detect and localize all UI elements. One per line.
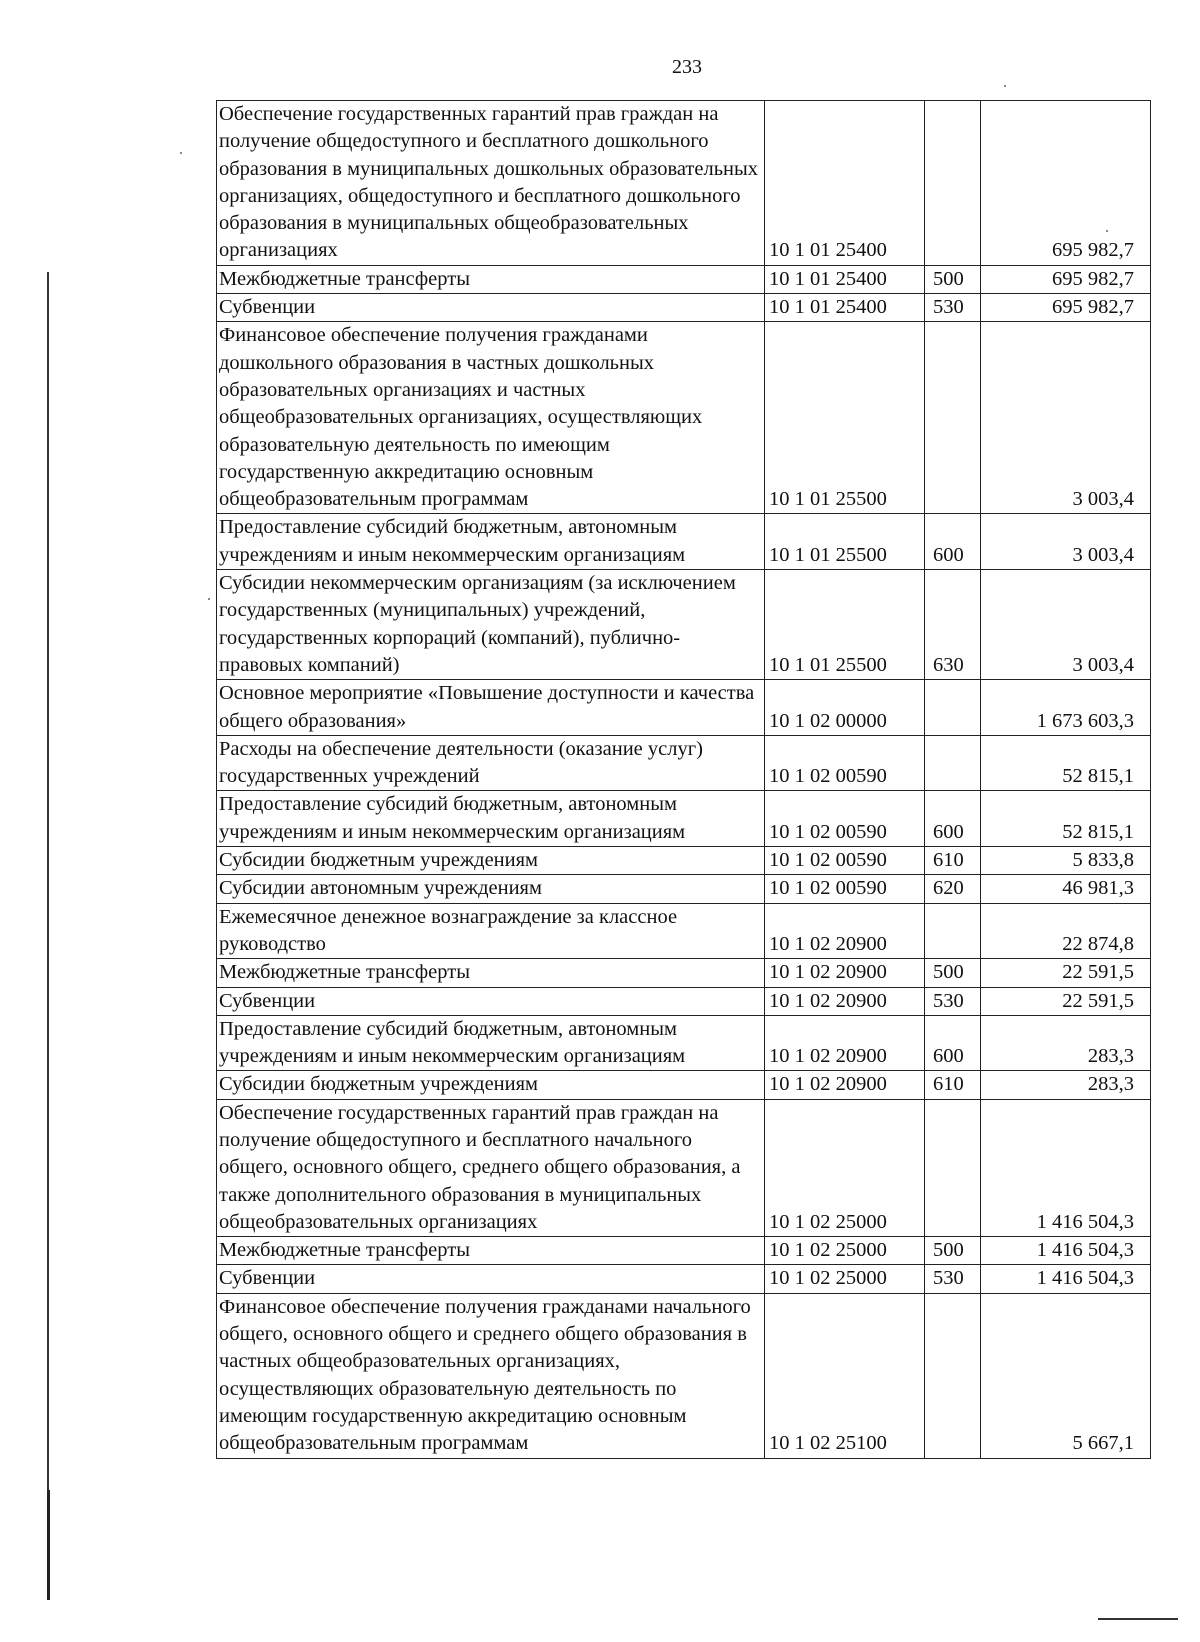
scan-margin-line-lower: [47, 1490, 50, 1600]
row-amount: 3 003,4: [981, 322, 1151, 514]
row-amount: 695 982,7: [981, 265, 1151, 293]
row-expense-type: 500: [925, 959, 981, 987]
row-amount: 283,3: [981, 1071, 1151, 1099]
row-expense-type: 600: [925, 791, 981, 847]
row-amount: 22 591,5: [981, 987, 1151, 1015]
scan-speck: [208, 598, 210, 600]
row-expense-type: 610: [925, 847, 981, 875]
row-expense-type: [925, 735, 981, 791]
row-name: Финансовое обеспечение получения гражданами дошкольного образования в частных дошкольных образовательных организациях и частных общеобразовательных организациях, осуществляющих образовательную деятельность по имеющим государственную аккредитацию основным общеобразовательным программам: [217, 322, 765, 514]
row-name: Субсидии автономным учреждениям: [217, 875, 765, 903]
row-name: Финансовое обеспечение получения гражданами начального общего, основного общего и среднего общего образования в частных общеобразовательных организациях, осуществляющих образовательную деятельность по имеющим государственную аккредитацию основным общеобразовательным программам: [217, 1293, 765, 1458]
row-code: 10 1 02 25100: [765, 1293, 925, 1458]
row-name: Основное мероприятие «Повышение доступности и качества общего образования»: [217, 680, 765, 736]
budget-table: [216, 100, 1151, 1459]
row-amount: 22 874,8: [981, 903, 1151, 959]
row-code: 10 1 02 00590: [765, 847, 925, 875]
table-row: [217, 570, 1151, 680]
row-code: 10 1 02 20900: [765, 959, 925, 987]
table-row: [217, 1265, 1151, 1293]
table-row: [217, 322, 1151, 514]
row-expense-type: 530: [925, 1265, 981, 1293]
row-amount: 1 416 504,3: [981, 1237, 1151, 1265]
row-expense-type: [925, 1099, 981, 1236]
table-row: [217, 1015, 1151, 1071]
table-body: [217, 101, 1151, 1459]
table-row: [217, 903, 1151, 959]
row-name: Предоставление субсидий бюджетным, автономным учреждениям и иным некоммерческим организациям: [217, 1015, 765, 1071]
row-code: 10 1 01 25500: [765, 514, 925, 570]
row-expense-type: 620: [925, 875, 981, 903]
scan-speck: [1004, 85, 1006, 87]
row-amount: 695 982,7: [981, 101, 1151, 266]
row-name: Предоставление субсидий бюджетным, автономным учреждениям и иным некоммерческим организациям: [217, 514, 765, 570]
row-name: Субвенции: [217, 1265, 765, 1293]
row-expense-type: [925, 1293, 981, 1458]
table-row: [217, 101, 1151, 266]
row-name: Межбюджетные трансферты: [217, 1237, 765, 1265]
scan-speck: [1106, 230, 1108, 232]
table-row: [217, 847, 1151, 875]
row-name: Обеспечение государственных гарантий прав граждан на получение общедоступного и бесплатного начального общего, основного общего, среднего общего образования, а также дополнительного образования в муниципальных общеобразовательных организациях: [217, 1099, 765, 1236]
row-name: Субсидии некоммерческим организациям (за исключением государственных (муниципальных) учреждений, государственных корпораций (компаний), публично-правовых компаний): [217, 570, 765, 680]
row-amount: 695 982,7: [981, 294, 1151, 322]
table-row: [217, 735, 1151, 791]
table-row: [217, 959, 1151, 987]
row-code: 10 1 02 20900: [765, 1015, 925, 1071]
row-code: 10 1 01 25500: [765, 322, 925, 514]
row-name: Межбюджетные трансферты: [217, 265, 765, 293]
page-number: 233: [672, 56, 702, 78]
row-expense-type: 530: [925, 987, 981, 1015]
row-code: 10 1 01 25500: [765, 570, 925, 680]
row-amount: 1 416 504,3: [981, 1099, 1151, 1236]
table-row: [217, 875, 1151, 903]
row-amount: 3 003,4: [981, 570, 1151, 680]
row-code: 10 1 02 25000: [765, 1265, 925, 1293]
row-amount: 1 673 603,3: [981, 680, 1151, 736]
row-amount: 1 416 504,3: [981, 1265, 1151, 1293]
row-expense-type: [925, 903, 981, 959]
table-row: [217, 680, 1151, 736]
scan-margin-line: [47, 272, 49, 1490]
row-expense-type: [925, 680, 981, 736]
row-name: Расходы на обеспечение деятельности (оказание услуг) государственных учреждений: [217, 735, 765, 791]
row-code: 10 1 02 00590: [765, 735, 925, 791]
row-code: 10 1 01 25400: [765, 294, 925, 322]
row-amount: 5 667,1: [981, 1293, 1151, 1458]
table-row: [217, 1071, 1151, 1099]
row-code: 10 1 01 25400: [765, 101, 925, 266]
row-amount: 52 815,1: [981, 735, 1151, 791]
row-expense-type: 500: [925, 1237, 981, 1265]
row-code: 10 1 02 00590: [765, 875, 925, 903]
row-name: Субвенции: [217, 294, 765, 322]
row-code: 10 1 02 00590: [765, 791, 925, 847]
row-name: Ежемесячное денежное вознаграждение за классное руководство: [217, 903, 765, 959]
table-row: [217, 514, 1151, 570]
table-row: [217, 265, 1151, 293]
row-code: 10 1 02 20900: [765, 903, 925, 959]
table-row: [217, 1099, 1151, 1236]
row-code: 10 1 02 20900: [765, 987, 925, 1015]
row-code: 10 1 02 25000: [765, 1237, 925, 1265]
row-amount: 46 981,3: [981, 875, 1151, 903]
row-name: Предоставление субсидий бюджетным, автономным учреждениям и иным некоммерческим организациям: [217, 791, 765, 847]
scan-corner-mark: [1098, 1618, 1178, 1620]
row-expense-type: 500: [925, 265, 981, 293]
row-name: Субсидии бюджетным учреждениям: [217, 1071, 765, 1099]
row-name: Обеспечение государственных гарантий прав граждан на получение общедоступного и бесплатного дошкольного образования в муниципальных дошкольных образовательных организациях, общедоступного и бесплатного дошкольного образования в муниципальных общеобразовательных организациях: [217, 101, 765, 266]
row-name: Межбюджетные трансферты: [217, 959, 765, 987]
table-row: [217, 1237, 1151, 1265]
row-amount: 22 591,5: [981, 959, 1151, 987]
table-row: [217, 791, 1151, 847]
row-expense-type: 610: [925, 1071, 981, 1099]
scan-speck: [180, 152, 182, 154]
table-row: [217, 1293, 1151, 1458]
row-expense-type: 600: [925, 1015, 981, 1071]
row-expense-type: 630: [925, 570, 981, 680]
row-expense-type: 600: [925, 514, 981, 570]
row-amount: 3 003,4: [981, 514, 1151, 570]
row-code: 10 1 02 00000: [765, 680, 925, 736]
table-row: [217, 294, 1151, 322]
row-name: Субвенции: [217, 987, 765, 1015]
row-name: Субсидии бюджетным учреждениям: [217, 847, 765, 875]
row-amount: 283,3: [981, 1015, 1151, 1071]
table-row: [217, 987, 1151, 1015]
row-code: 10 1 02 20900: [765, 1071, 925, 1099]
row-amount: 52 815,1: [981, 791, 1151, 847]
row-expense-type: [925, 322, 981, 514]
row-expense-type: [925, 101, 981, 266]
row-expense-type: 530: [925, 294, 981, 322]
row-code: 10 1 01 25400: [765, 265, 925, 293]
row-code: 10 1 02 25000: [765, 1099, 925, 1236]
row-amount: 5 833,8: [981, 847, 1151, 875]
